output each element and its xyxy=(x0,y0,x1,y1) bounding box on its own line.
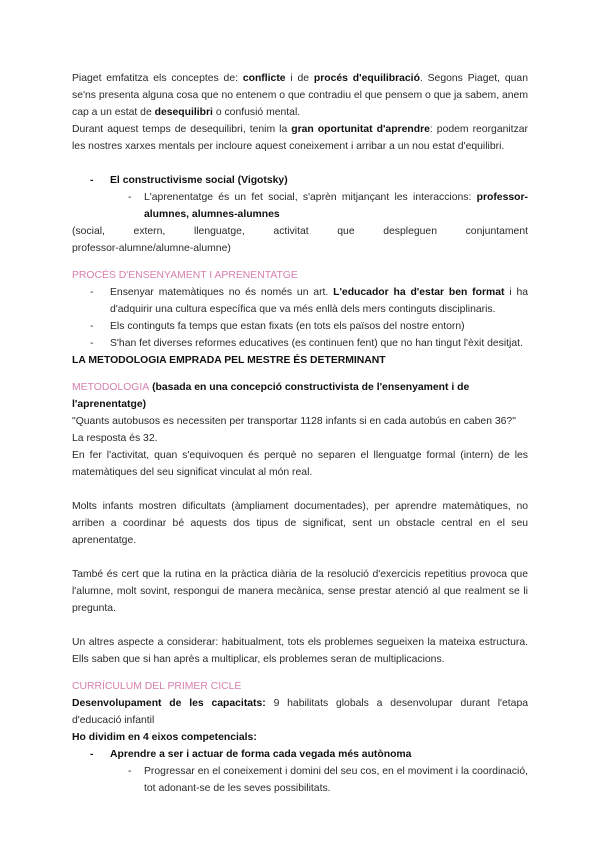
eixos-line: Ho dividim en 4 eixos competencials: xyxy=(72,732,257,743)
social-learning-item: - L'aprenentatge és un fet social, s'aprèn mitjançant les interaccions: professor-alumnes, alumnes-alumnes xyxy=(128,192,528,220)
social-description-line-2: professor-alumne/alumne-alumne) xyxy=(72,243,231,254)
metodologia-paragraph-4: Un altres aspecte a considerar: habitualment, tots els problemes segueixen la mateixa estructura. Ells saben que si han après a multiplicar, els problemes seran de multiplicacions. xyxy=(72,637,528,665)
eix-item-1-sub: - Progressar en el coneixement i domini del seu cos, en el moviment i la coordinació, tot adonant-se de les seves possibilitats. xyxy=(128,766,528,794)
metodologia-paragraph-1: En fer l'activitat, quan s'equivoquen és perquè no separen el llenguatge formal (intern) de les matemàtiques del seu significat vinculat al món real. xyxy=(72,450,528,478)
metodologia-heading: METODOLOGIA (basada en una concepció constructivista de l'ensenyament i de l'aprenentatge) xyxy=(72,382,470,410)
bus-question: "Quants autobusos es necessiten per transportar 1128 infants si en cada autobús en caben 36?" xyxy=(72,416,516,427)
piaget-paragraph: Piaget emfatitza els conceptes de: conflicte i de procés d'equilibració. Segons Piaget, quan se'ns presenta alguna cosa que no entenem o que contradiu el que pensem o que ja sabem, anem cap a un estat de desequilibri o confusió mental. xyxy=(72,73,528,118)
capacitats-paragraph: Desenvolupament de les capacitats: 9 habilitats globals a desenvolupar durant l'etapa d'educació infantil xyxy=(72,698,529,726)
bus-answer: La resposta és 32. xyxy=(72,433,158,444)
proces-item-2: - Els continguts fa temps que estan fixats (en tots els països del nostre entorn) xyxy=(90,321,465,332)
metodologia-paragraph-2: Molts infants mostren dificultats (àmpliament documentades), per aprendre matemàtiques, no arriben a coordinar bé aquests dos tipus de significat, sent un obstacle central en el seu aprenentatge. xyxy=(72,501,528,546)
proces-item-3: - S'han fet diverses reformes educatives (es continuen fent) que no han tingut l'èxit desitjat. xyxy=(90,338,523,349)
document-page xyxy=(72,70,528,797)
eix-item-1: - Aprendre a ser i actuar de forma cada vegada més autònoma xyxy=(90,749,412,760)
constructivism-heading: - El constructivisme social (Vigotsky) xyxy=(90,175,288,186)
proces-item-1: - Ensenyar matemàtiques no és només un art. L'educador ha d'estar ben format i ha d'adquirir una cultura específica que va més enllà dels mers continguts disciplinaris. xyxy=(90,287,528,315)
curriculum-heading: CURRÍCULUM DEL PRIMER CICLE xyxy=(72,681,242,692)
proces-conclusion: LA METODOLOGIA EMPRADA PEL MESTRE ÉS DETERMINANT xyxy=(72,355,386,366)
opportunity-paragraph: Durant aquest temps de desequilibri, tenim la gran oportunitat d'aprendre: podem reorganitzar les nostres xarxes mentals per incloure aquest coneixement i arribar a un nou estat d'equilibri. xyxy=(72,124,529,152)
proces-heading: PROCÉS D'ENSENYAMENT I APRENENTATGE xyxy=(72,270,298,281)
metodologia-paragraph-3: També és cert que la rutina en la pràctica diària de la resolució d'exercicis repetitius provoca que l'alumne, molt sovint, respongui de manera mecànica, sense prestar atenció al que realment se li pregunta. xyxy=(72,569,528,614)
social-description-line: (social, extern, llenguatge, activitat que despleguen conjuntament xyxy=(72,226,528,237)
